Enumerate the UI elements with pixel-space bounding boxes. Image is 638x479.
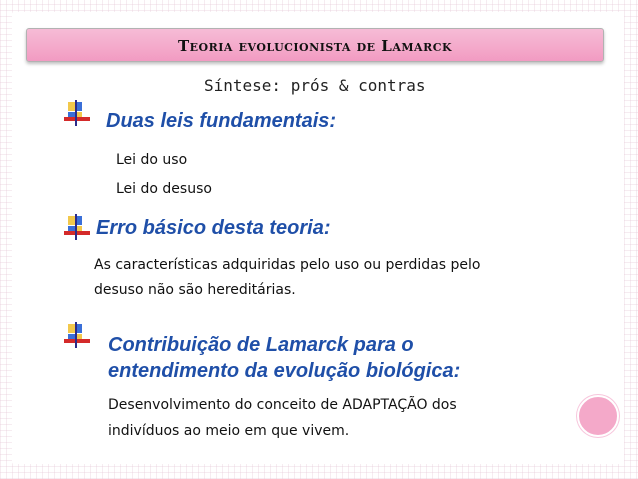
section-heading-contribution-line-2: entendimento da evolução biológica: xyxy=(108,360,461,382)
windows-bullet-icon xyxy=(64,322,90,348)
contribution-text-line-1: Desenvolvimento do conceito de ADAPTAÇÃO dos xyxy=(108,397,457,413)
error-text-line-1: As características adquiridas pelo uso ou perdidas pelo xyxy=(94,257,481,273)
section-heading-contribution-line-1: Contribuição de Lamarck para o xyxy=(108,334,414,356)
slide-title: Teoria evolucionista de Lamarck xyxy=(177,37,453,55)
error-text-line-2: desuso não são hereditárias. xyxy=(94,282,296,298)
windows-bullet-icon xyxy=(64,214,90,240)
contribution-text-line-2: indivíduos ao meio em que vivem. xyxy=(108,423,350,439)
law-item-use: Lei do uso xyxy=(116,152,188,168)
title-bar xyxy=(26,28,604,62)
windows-bullet-icon xyxy=(64,100,90,126)
section-heading-laws: Duas leis fundamentais: xyxy=(106,110,337,132)
slide-subtitle: Síntese: prós & contras xyxy=(204,76,426,95)
law-item-disuse: Lei do desuso xyxy=(116,181,212,197)
section-heading-error: Erro básico desta teoria: xyxy=(96,217,331,239)
pink-circle-decoration xyxy=(577,395,619,437)
